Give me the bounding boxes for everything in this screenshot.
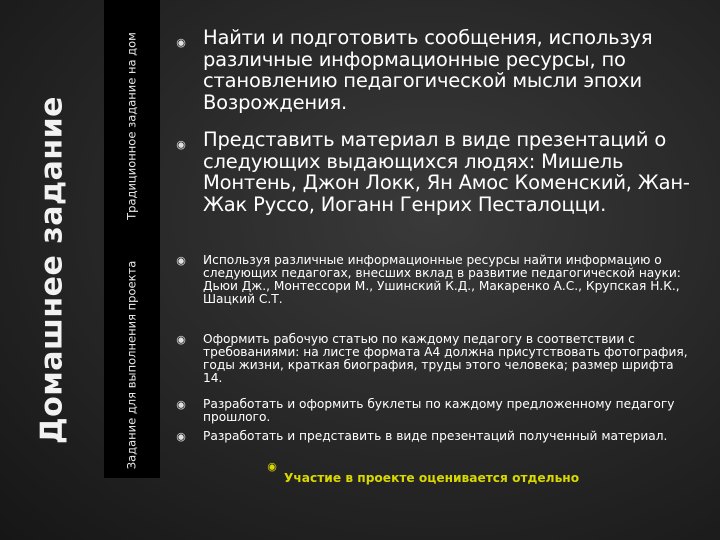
circle-bullet-icon: ◉ (176, 398, 186, 411)
project-item: Оформить рабочую статью по каждому педагогу в соответствии с требованиями: на листе формата А4 должна присутствовать фотография, годы жизни, краткая биография, труды этого человека; размер шрифта 14. (203, 332, 688, 385)
circle-bullet-icon: ◉ (176, 333, 186, 346)
circle-bullet-icon: ◉ (267, 460, 277, 473)
circle-bullet-icon: ◉ (176, 36, 186, 49)
project-item: Разработать и представить в виде презентаций полученный материал. (203, 429, 668, 443)
project-item: Используя различные информационные ресурсы найти информацию о следующих педагогах, внесших вклад в развитие педагогической науки: Дьюи Дж., Монтессори М., Ушинский К.Д., Макаренко А.С., Крупская Н.К., Шацкий С.Т. (203, 253, 681, 306)
traditional-item: Представить материал в виде презентаций о следующих выдающихся людях: Мишель Монтень, Джон Локк, Ян Амос Коменский, Жан-Жак Руссо, Иоганн Генрих Песталоцци. (203, 128, 690, 216)
project-note: Участие в проекте оценивается отдельно (284, 471, 580, 486)
project-item: Разработать и оформить буклеты по каждому предложенному педагогу прошлого. (203, 397, 675, 424)
circle-bullet-icon: ◉ (176, 138, 186, 151)
page-title: Домашнее задание (34, 95, 70, 445)
traditional-label: Традиционное задание на дом (124, 32, 139, 220)
circle-bullet-icon: ◉ (176, 430, 186, 443)
traditional-item: Найти и подготовить сообщения, используя различные информационные ресурсы, по становлению педагогической мысли эпохи Возрождения. (203, 26, 653, 114)
project-label: Задание для выполнения проекта (124, 260, 139, 470)
circle-bullet-icon: ◉ (176, 254, 186, 267)
